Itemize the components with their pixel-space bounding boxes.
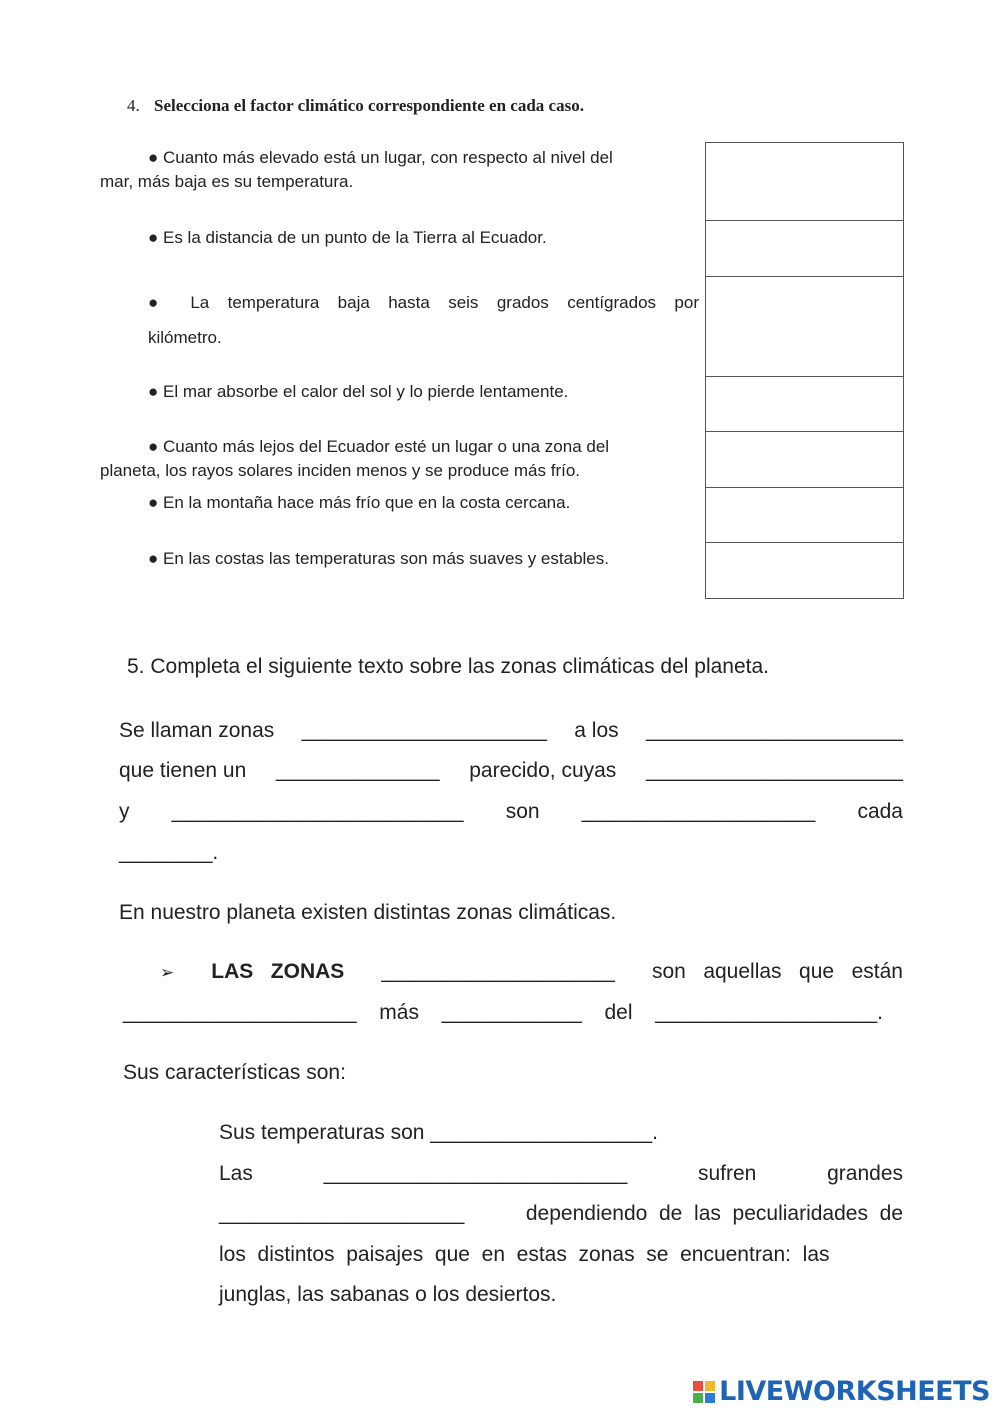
statement-7-line-1: ● En las costas las temperaturas son más suaves y estables.	[148, 549, 609, 568]
caracteristicas-text: dependiendo de las peculiaridades de	[525, 1202, 903, 1225]
zonas-text: son aquellas que están	[651, 960, 903, 983]
question-4-heading	[127, 96, 584, 116]
statement-6	[148, 491, 748, 515]
answer-box-1[interactable]	[705, 142, 904, 221]
blank-input[interactable]: __________________________	[323, 1162, 628, 1185]
para1-text: a los	[574, 719, 619, 742]
blank-input[interactable]: _____________________	[301, 719, 547, 742]
statement-5-line-2: planeta, los rayos solares inciden menos y se produce más frío.	[100, 461, 581, 480]
blank-input[interactable]: ___________________.	[655, 1001, 883, 1024]
answer-box-6[interactable]	[705, 487, 904, 543]
answer-box-3[interactable]	[705, 276, 904, 377]
statement-2-line-1: ● Es la distancia de un punto de la Tierra al Ecuador.	[148, 228, 547, 247]
blank-input[interactable]: _________________________	[171, 800, 464, 823]
answer-box-2[interactable]	[705, 220, 904, 277]
blank-input[interactable]: ___________________.	[430, 1121, 659, 1144]
statement-3	[148, 291, 699, 350]
para1-line-1	[119, 718, 903, 744]
caracteristicas-line-1	[219, 1120, 658, 1146]
statement-1-line-1: ● Cuanto más elevado está un lugar, con respecto al nivel del	[148, 148, 613, 167]
zonas-line-1	[160, 959, 903, 986]
blank-input[interactable]: ____________________	[123, 1001, 357, 1024]
arrow-bullet-icon: ➢	[160, 963, 175, 982]
statement-5	[100, 435, 700, 483]
zonas-text: del	[604, 1001, 633, 1024]
blank-input[interactable]: ____________________	[381, 960, 615, 983]
zonas-line-2	[123, 1000, 883, 1026]
caracteristicas-line-4: los distintos paisajes que en estas zonas se encuentran: las	[219, 1243, 830, 1266]
para1-line-2	[119, 758, 903, 784]
caracteristicas-title: Sus características son:	[123, 1061, 346, 1084]
statement-1	[100, 146, 700, 194]
statement-5-line-1: ● Cuanto más lejos del Ecuador esté un lugar o una zona del	[148, 437, 610, 456]
logo-mark-icon	[693, 1381, 715, 1403]
caracteristicas-line-5: junglas, las sabanas o los desiertos.	[219, 1283, 557, 1306]
liveworksheets-logo	[693, 1376, 990, 1407]
caracteristicas-text: grandes	[827, 1162, 903, 1185]
blank-input[interactable]: ____________	[441, 1001, 582, 1024]
caracteristicas-text: sufren	[698, 1162, 757, 1185]
para1-text: son	[505, 800, 540, 823]
question-5-title: 5. Completa el siguiente texto sobre las zonas climáticas del planeta.	[127, 655, 770, 678]
answer-box-5[interactable]	[705, 431, 904, 488]
blank-input[interactable]: ________.	[119, 841, 219, 864]
statement-2	[148, 226, 748, 250]
statement-6-line-1: ● En la montaña hace más frío que en la costa cercana.	[148, 493, 571, 512]
zonas-text: más	[379, 1001, 419, 1024]
question-number: 4.	[127, 96, 140, 115]
para1-line-3	[119, 799, 903, 825]
zonas-label: LAS ZONAS	[211, 960, 345, 983]
blank-input[interactable]: ____________________	[581, 800, 816, 823]
statement-3-line-2: kilómetro.	[148, 328, 222, 347]
statement-3-line-1: ● La temperatura baja hasta seis grados centígrados por	[148, 293, 699, 312]
blank-input[interactable]: ______________________	[646, 759, 903, 782]
caracteristicas-text: Sus temperaturas son	[219, 1121, 425, 1144]
blank-input[interactable]: ______________________	[646, 719, 903, 742]
intro-text: En nuestro planeta existen distintas zonas climáticas.	[119, 901, 617, 924]
blank-input[interactable]: _____________________	[219, 1202, 465, 1225]
para1-text: que tienen un	[119, 759, 247, 782]
caracteristicas-text: Las	[219, 1162, 253, 1185]
para1-text: y	[119, 800, 130, 823]
para1-text: parecido, cuyas	[469, 759, 617, 782]
answer-box-7[interactable]	[705, 542, 904, 599]
caracteristicas-line-3	[219, 1201, 903, 1227]
blank-input[interactable]: ______________	[276, 759, 440, 782]
statement-1-line-2: mar, más baja es su temperatura.	[100, 172, 354, 191]
para1-text: cada	[857, 800, 903, 823]
answer-box-4[interactable]	[705, 376, 904, 432]
caracteristicas-line-2	[219, 1161, 903, 1187]
statement-4-line-1: ● El mar absorbe el calor del sol y lo pierde lentamente.	[148, 382, 569, 401]
statement-4	[148, 380, 748, 404]
question-title: Selecciona el factor climático correspondiente en cada caso.	[154, 96, 584, 115]
statement-7	[148, 547, 748, 571]
logo-text: LIVEWORKSHEETS	[719, 1376, 990, 1407]
para1-text: Se llaman zonas	[119, 719, 275, 742]
